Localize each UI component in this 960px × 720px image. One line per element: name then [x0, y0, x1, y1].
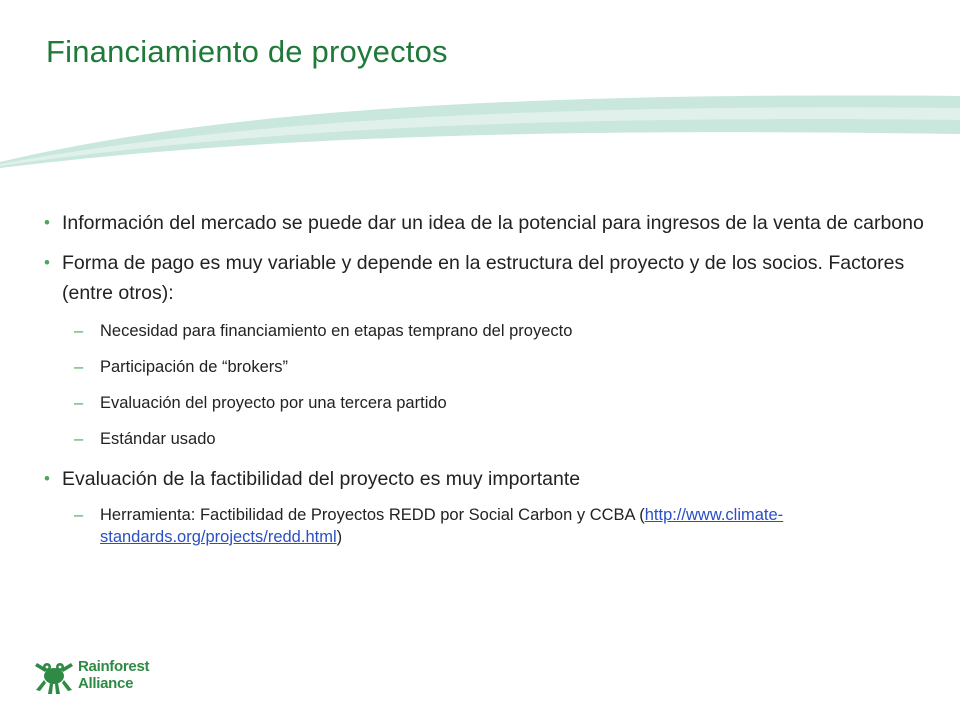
sub-bullet-prefix: Herramienta: Factibilidad de Proyectos REDD por Social Carbon y CCBA (	[100, 506, 645, 524]
sub-bullet-item	[44, 356, 924, 378]
bullet-dot: •	[44, 213, 50, 232]
sub-bullet-suffix: )	[336, 528, 343, 546]
logo-line-2: Alliance	[78, 675, 134, 692]
bullet-text: Forma de pago es muy variable y depende en la estructura del proyecto y de los socios. Factores (entre otros):	[62, 252, 905, 304]
sub-bullet-text: Necesidad para financiamiento en etapas temprano del proyecto	[100, 322, 573, 340]
sub-bullet-item	[44, 320, 924, 342]
sub-bullet-text: Evaluación del proyecto por una tercera partido	[100, 394, 447, 412]
frog-icon	[32, 654, 76, 698]
sub-bullet-dash: –	[74, 394, 84, 412]
bullet-item	[44, 208, 924, 238]
sub-bullet-dash: –	[74, 322, 84, 340]
bullet-dot: •	[44, 253, 50, 272]
decorative-swoosh	[0, 90, 960, 170]
bullet-text: Evaluación de la factibilidad del proyecto es muy importante	[62, 468, 581, 490]
sub-bullet-dash: –	[74, 506, 84, 524]
sub-bullet-item	[44, 504, 924, 548]
rainforest-alliance-logo	[32, 654, 162, 700]
sub-bullet-text: Participación de “brokers”	[100, 358, 288, 376]
sub-bullet-item	[44, 392, 924, 414]
slide-body	[44, 208, 924, 562]
sub-bullet-dash: –	[74, 358, 84, 376]
sub-bullet-text: Estándar usado	[100, 430, 216, 448]
redd-tool-link[interactable]: http://www.climate-standards.org/projects/redd.html	[100, 506, 784, 546]
sub-bullet-item	[44, 428, 924, 450]
logo-line-1: Rainforest	[78, 658, 150, 675]
sub-bullet-dash: –	[74, 430, 84, 448]
bullet-dot: •	[44, 469, 50, 488]
bullet-item	[44, 248, 924, 308]
slide-title: Financiamiento de proyectos	[46, 34, 448, 69]
bullet-item	[44, 464, 924, 494]
bullet-text: Información del mercado se puede dar un idea de la potencial para ingresos de la venta de carbono	[62, 212, 924, 234]
